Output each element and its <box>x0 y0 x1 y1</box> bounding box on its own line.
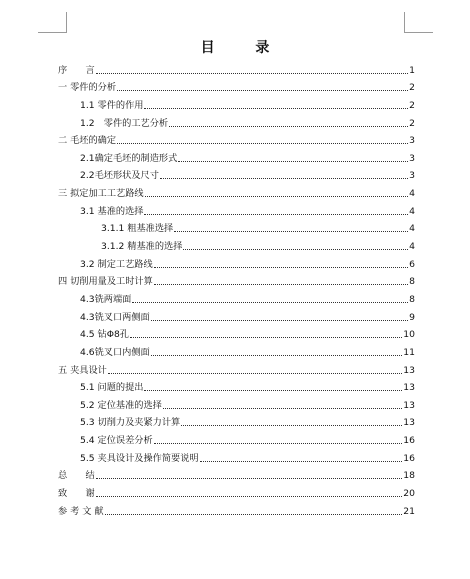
toc-entry[interactable] <box>58 340 415 358</box>
toc-dot-leader <box>160 177 408 179</box>
toc-entry-page-number: 10 <box>403 329 415 341</box>
toc-entry-page-number: 13 <box>403 417 415 429</box>
toc-entry-label: 3.1.1 粗基准选择 <box>101 223 174 235</box>
toc-dot-leader <box>108 372 402 374</box>
toc-dot-leader <box>169 125 408 127</box>
toc-dot-leader <box>154 283 408 285</box>
toc-entry-label: 总 结 <box>58 470 95 482</box>
toc-entry[interactable] <box>58 93 415 111</box>
toc-entry-page-number: 3 <box>409 152 415 164</box>
toc-entry-label: 2.1确定毛坯的制造形式 <box>80 152 178 164</box>
toc-dot-leader <box>130 336 402 338</box>
toc-entry-label: 3.2 制定工艺路线 <box>80 258 153 270</box>
toc-entry[interactable] <box>58 411 415 429</box>
toc-dot-leader <box>117 142 408 144</box>
toc-entry[interactable] <box>58 376 415 394</box>
toc-entry-label: 四 切削用量及工时计算 <box>58 276 153 288</box>
toc-entry[interactable] <box>58 323 415 341</box>
toc-entry-label: 1.1 零件的作用 <box>80 99 144 111</box>
toc-entry[interactable] <box>58 181 415 199</box>
toc-entry-label: 1.2 零件的工艺分析 <box>80 117 169 129</box>
toc-entry[interactable] <box>58 305 415 323</box>
toc-dot-leader <box>132 301 408 303</box>
toc-dot-leader <box>145 195 409 197</box>
toc-entry-label: 4.6铣叉口内侧面 <box>80 346 150 358</box>
toc-dot-leader <box>151 354 403 356</box>
toc-entry-page-number: 20 <box>403 488 415 500</box>
toc-dot-leader <box>181 424 402 426</box>
toc-entry-label: 参 考 文 献 <box>58 505 104 517</box>
crop-mark-top-right <box>404 12 433 33</box>
toc-entry-label: 5.1 问题的提出 <box>80 382 144 394</box>
toc-entry-page-number: 4 <box>409 223 415 235</box>
toc-entry[interactable] <box>58 234 415 252</box>
toc-entry-label: 4.3铣叉口两侧面 <box>80 311 150 323</box>
toc-entry-page-number: 18 <box>403 470 415 482</box>
toc-entry-label: 2.2毛坯形状及尺寸 <box>80 170 159 182</box>
toc-entry[interactable] <box>58 164 415 182</box>
toc-entry[interactable] <box>58 446 415 464</box>
toc-entry[interactable] <box>58 287 415 305</box>
toc-entry[interactable] <box>58 129 415 147</box>
toc-entry[interactable] <box>58 146 415 164</box>
toc-entry-label: 一 零件的分析 <box>58 82 117 94</box>
toc-entry-label: 5.5 夹具设计及操作简要说明 <box>80 452 199 464</box>
toc-entry[interactable] <box>58 217 415 235</box>
toc-entry-page-number: 13 <box>403 382 415 394</box>
toc-dot-leader <box>96 477 403 479</box>
toc-entry[interactable] <box>58 252 415 270</box>
toc-entry[interactable] <box>58 464 415 482</box>
toc-entry-page-number: 16 <box>403 452 415 464</box>
toc-entry[interactable] <box>58 76 415 94</box>
toc-dot-leader <box>151 319 408 321</box>
toc-entry-page-number: 1 <box>409 64 415 76</box>
toc-entry-page-number: 13 <box>403 399 415 411</box>
table-of-contents <box>58 58 415 517</box>
toc-dot-leader <box>96 72 408 74</box>
toc-dot-leader <box>154 442 403 444</box>
toc-entry-page-number: 3 <box>409 135 415 147</box>
toc-entry-label: 序 言 <box>58 64 95 76</box>
toc-entry-page-number: 2 <box>409 99 415 111</box>
toc-entry-label: 5.2 定位基准的选择 <box>80 399 162 411</box>
toc-dot-leader <box>105 513 403 515</box>
toc-dot-leader <box>144 107 408 109</box>
toc-entry-page-number: 13 <box>403 364 415 376</box>
page-title: 目 录 <box>200 40 288 56</box>
toc-entry[interactable] <box>58 111 415 129</box>
toc-entry-page-number: 8 <box>409 293 415 305</box>
toc-dot-leader <box>154 266 408 268</box>
toc-entry-page-number: 21 <box>403 505 415 517</box>
toc-dot-leader <box>183 248 408 250</box>
toc-dot-leader <box>96 495 403 497</box>
toc-dot-leader <box>144 213 408 215</box>
toc-entry-label: 4.3铣两端面 <box>80 293 132 305</box>
toc-entry-page-number: 8 <box>409 276 415 288</box>
toc-dot-leader <box>163 407 402 409</box>
toc-entry[interactable] <box>58 428 415 446</box>
toc-entry-page-number: 11 <box>403 346 415 358</box>
toc-entry-page-number: 2 <box>409 117 415 129</box>
toc-dot-leader <box>200 460 403 462</box>
toc-entry-page-number: 3 <box>409 170 415 182</box>
toc-entry-label: 5.4 定位误差分析 <box>80 435 153 447</box>
toc-entry[interactable] <box>58 499 415 517</box>
toc-entry-page-number: 2 <box>409 82 415 94</box>
toc-entry-label: 3.1 基准的选择 <box>80 205 144 217</box>
toc-entry-label: 五 夹具设计 <box>58 364 107 376</box>
toc-entry[interactable] <box>58 393 415 411</box>
toc-dot-leader <box>144 389 402 391</box>
toc-entry[interactable] <box>58 358 415 376</box>
toc-entry[interactable] <box>58 199 415 217</box>
toc-entry-page-number: 9 <box>409 311 415 323</box>
toc-entry-label: 三 拟定加工工艺路线 <box>58 188 144 200</box>
toc-dot-leader <box>117 89 408 91</box>
toc-entry-label: 4.5 钻Φ8孔 <box>80 329 129 341</box>
toc-entry[interactable] <box>58 481 415 499</box>
toc-entry[interactable] <box>58 270 415 288</box>
crop-mark-top-left <box>38 12 67 33</box>
toc-entry-page-number: 16 <box>403 435 415 447</box>
toc-dot-leader <box>178 160 408 162</box>
toc-entry-page-number: 4 <box>409 188 415 200</box>
toc-dot-leader <box>174 230 408 232</box>
toc-entry-page-number: 4 <box>409 205 415 217</box>
toc-entry[interactable] <box>58 58 415 76</box>
toc-entry-label: 5.3 切削力及夹紧力计算 <box>80 417 181 429</box>
toc-entry-page-number: 4 <box>409 241 415 253</box>
toc-entry-label: 致 谢 <box>58 488 95 500</box>
toc-entry-label: 3.1.2 精基准的选择 <box>101 241 183 253</box>
toc-entry-page-number: 6 <box>409 258 415 270</box>
toc-entry-label: 二 毛坯的确定 <box>58 135 117 147</box>
